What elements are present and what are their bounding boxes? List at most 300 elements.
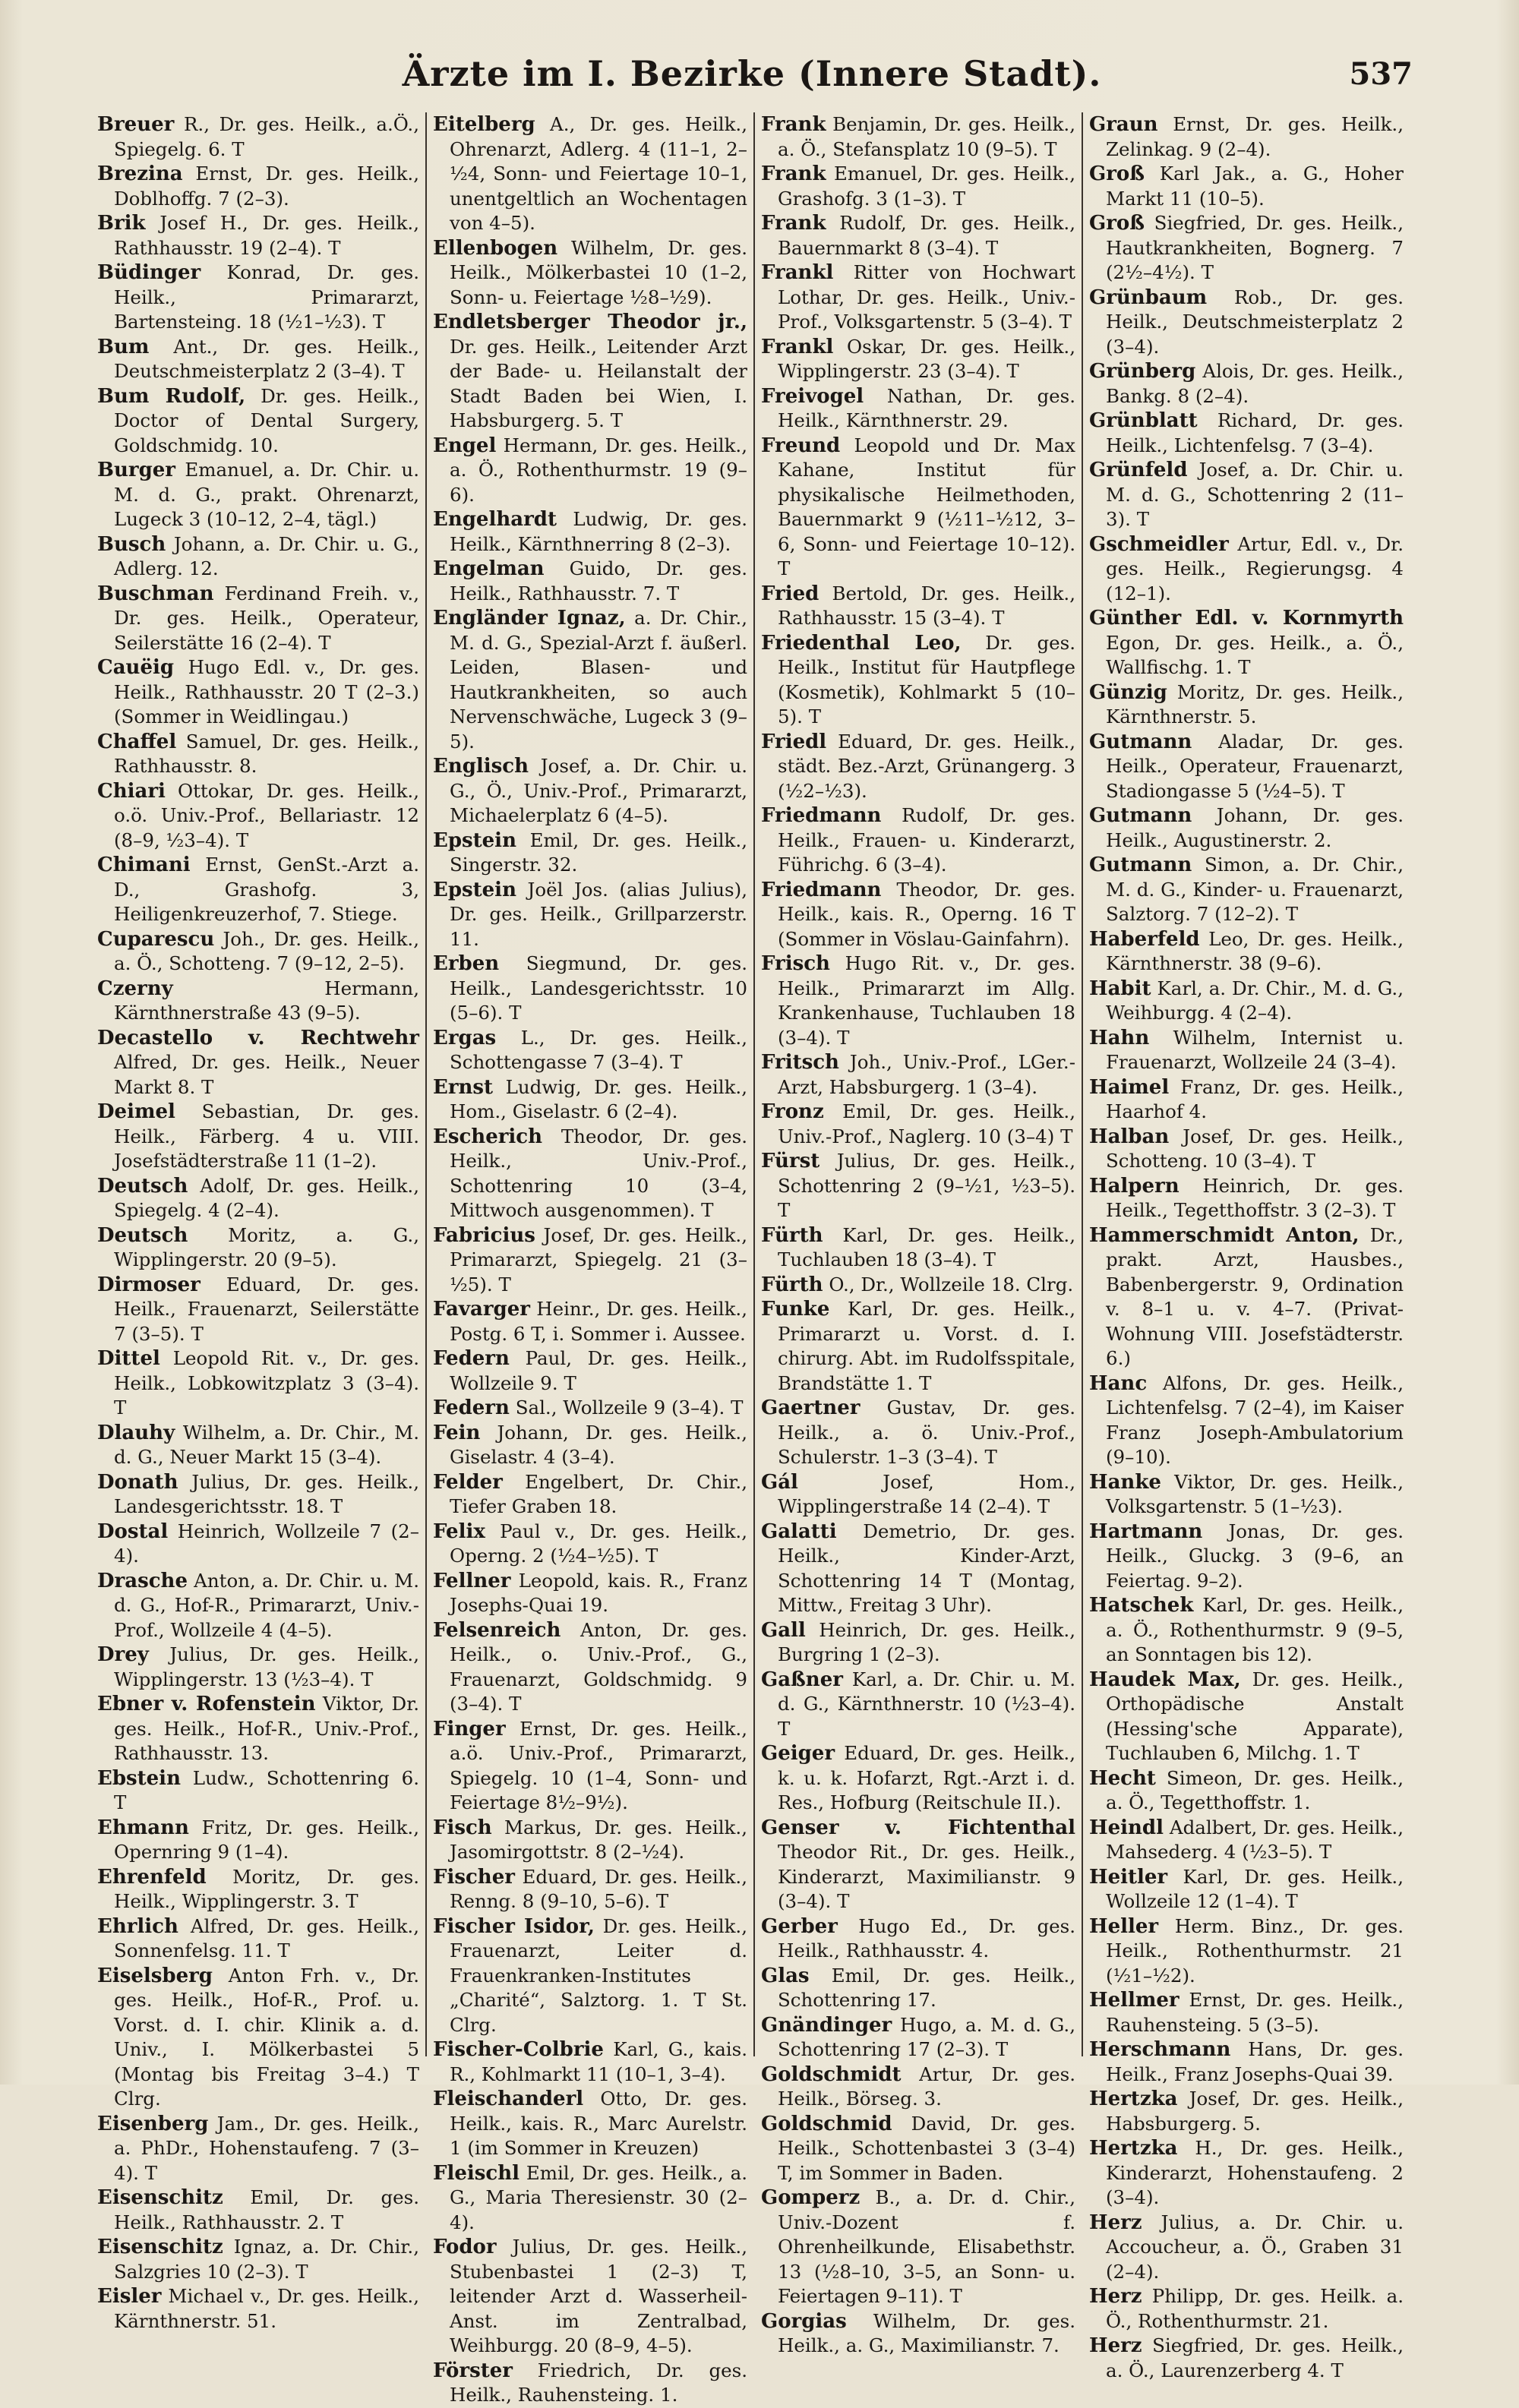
entry-details: Simeon, Dr. ges. Heilk., a. Ö., Tegetthoffstr. 1. <box>1106 1766 1404 1813</box>
entry-name: Hahn <box>1089 1026 1150 1049</box>
entry-details: Otto, Dr. ges. Heilk., kais. R., Marc Aurelstr. 1 (im Sommer in Kreuzen) <box>450 2088 747 2159</box>
columns-container <box>97 112 1410 2406</box>
entry-details: Julius, a. Dr. Chir. u. Accoucheur, a. Ö., Graben 31 (2–4). <box>1106 2211 1404 2283</box>
entry-details: Friedrich, Dr. ges. Heilk., Rauhensteing. 1. <box>450 2359 747 2406</box>
entry-details: Hans, Dr. ges. Heilk., Franz Josephs-Quai 39. <box>1106 2038 1404 2085</box>
entry-name: Haberfeld <box>1089 927 1200 951</box>
directory-entry <box>433 112 747 236</box>
entry-name: Freund <box>761 434 841 457</box>
directory-entry <box>761 1297 1075 1396</box>
directory-entry <box>1089 1026 1404 1075</box>
directory-entry <box>433 1520 747 1569</box>
directory-entry <box>761 1050 1075 1100</box>
entry-details: Philipp, Dr. ges. Heilk. a. Ö., Rothenthurmstr. 21. <box>1106 2285 1404 2332</box>
entry-name: Herz <box>1089 2334 1142 2357</box>
directory-entry <box>1089 606 1404 680</box>
entry-name: Halpern <box>1089 1174 1180 1198</box>
entry-details: Leo, Dr. ges. Heilk., Kärnthnerstr. 38 (9–6). <box>1106 927 1404 974</box>
entry-name: Gnändinger <box>761 2013 892 2037</box>
entry-details: Ferdinand Freih. v., Dr. ges. Heilk., Operateur, Seilerstätte 16 (2–4). T <box>114 582 419 654</box>
directory-entry <box>1089 1223 1404 1371</box>
directory-entry <box>433 606 747 754</box>
directory-entry <box>97 162 419 211</box>
entry-name: Deutsch <box>97 1223 188 1247</box>
entry-name: Federn <box>433 1347 510 1370</box>
entry-details: Johann, Dr. ges. Heilk., Augustinerstr. 2. <box>1106 804 1404 851</box>
entry-details: Wilhelm, Internist u. Frauenarzt, Wollzeile 24 (3–4). <box>1106 1026 1404 1073</box>
entry-details: Viktor, Dr. ges. Heilk., Volksgartenstr. 5 (1–½3). <box>1106 1470 1404 1517</box>
entry-details: Anton, Dr. ges. Heilk., o. Univ.-Prof., G., Frauenarzt, Goldschmidg. 9 (3–4). T <box>450 1618 747 1715</box>
entry-details: Rob., Dr. ges. Heilk., Deutschmeisterplatz 2 (3–4). <box>1106 286 1404 358</box>
directory-entry <box>97 1692 419 1766</box>
directory-entry <box>433 952 747 1026</box>
directory-entry <box>1089 2211 1404 2285</box>
entry-details: Ernst, Dr. ges. Heilk., a.ö. Univ.-Prof., Primararzt, Spiegelg. 10 (1–4, Sonn- und Feiertage 8½–9½). <box>450 1717 747 1813</box>
entry-name: Bum Rudolf, <box>97 384 246 408</box>
directory-entry <box>1089 1520 1404 1594</box>
entry-details: Ernst, Dr. ges. Heilk., Doblhoffg. 7 (2–3). <box>114 163 419 210</box>
entry-details: Emil, Dr. ges. Heilk., Singerstr. 32. <box>450 828 747 876</box>
entry-name: Drey <box>97 1643 149 1666</box>
entry-details: Heinr., Dr. ges. Heilk., Postg. 6 T, i. Sommer i. Aussee. <box>450 1298 747 1345</box>
entry-details: Ernst, GenSt.-Arzt a. D., Grashofg. 3, Heiligenkreuzerhof, 7. Stiege. <box>114 854 419 925</box>
entry-name: Fürst <box>761 1150 820 1172</box>
directory-entry <box>97 977 419 1026</box>
entry-details: Jam., Dr. ges. Heilk., a. PhDr., Hohenstaufeng. 7 (3–4). T <box>114 2112 419 2184</box>
directory-entry <box>97 1470 419 1520</box>
entry-details: Karl, G., kais. R., Kohlmarkt 11 (10–1, 3–4). <box>450 2038 747 2085</box>
entry-details: Ritter von Hochwart Lothar, Dr. ges. Heilk., Univ.-Prof., Volksgartenstr. 5 (3–4). T <box>778 261 1075 333</box>
entry-details: Hugo Rit. v., Dr. ges. Heilk., Primararzt im Allg. Krankenhause, Tuchlauben 18 (3–4). T <box>778 952 1075 1049</box>
entry-name: Herz <box>1089 2211 1142 2234</box>
entry-name: Gutmann <box>1089 730 1192 753</box>
directory-entry <box>761 1816 1075 1914</box>
directory-entry <box>1089 532 1404 607</box>
directory-entry <box>761 1668 1075 1742</box>
entry-details: Alois, Dr. ges. Heilk., Bankg. 8 (2–4). <box>1106 360 1404 407</box>
entry-details: Hugo, a. M. d. G., Schottenring 17 (2–3). T <box>778 2013 1076 2060</box>
entry-name: Breuer <box>97 113 175 136</box>
entry-name: Grünberg <box>1089 360 1196 383</box>
entry-name: Fodor <box>433 2236 497 2258</box>
entry-name: Hanke <box>1089 1470 1161 1494</box>
entry-name: Fritsch <box>761 1051 839 1074</box>
entry-name: Hellmer <box>1089 1989 1180 2012</box>
entry-details: Oskar, Dr. ges. Heilk., Wipplingerstr. 23 (3–4). T <box>778 335 1075 382</box>
directory-entry <box>761 631 1075 730</box>
directory-entry <box>1089 1593 1404 1668</box>
directory-entry <box>761 1741 1075 1816</box>
directory-entry <box>97 1914 419 1964</box>
entry-name: Herz <box>1089 2285 1142 2308</box>
directory-entry <box>1089 1371 1404 1470</box>
entry-details: Fritz, Dr. ges. Heilk., Opernring 9 (1–4). <box>114 1816 419 1863</box>
directory-entry <box>433 754 747 828</box>
entry-name: Frankl <box>761 335 834 358</box>
entry-name: Fischer Isidor, <box>433 1914 595 1938</box>
directory-entry <box>1089 927 1404 977</box>
directory-entry <box>433 1396 747 1421</box>
entry-details: Anton, a. Dr. Chir. u. M. d. G., Hof-R., Primararzt, Univ.-Prof., Wollzeile 4 (4–5). <box>114 1569 419 1641</box>
entry-details: Ottokar, Dr. ges. Heilk., o.ö. Univ.-Prof., Bellariastr. 12 (8–9, ½3–4). T <box>114 779 419 851</box>
entry-details: Ignaz, a. Dr. Chir., Salzgries 10 (2–3). T <box>114 2236 419 2283</box>
directory-entry <box>761 2186 1075 2309</box>
entry-details: Dr. ges. Heilk., Orthopädische Anstalt (Hessing'sche Apparate), Tuchlauben 6, Milchg. 1. T <box>1106 1668 1404 1764</box>
directory-entry <box>761 162 1075 211</box>
entry-name: Epstein <box>433 878 516 901</box>
directory-entry <box>1089 1816 1404 1865</box>
entry-details: Eduard, Dr. ges. Heilk., städt. Bez.-Arzt, Grünangerg. 3 (½2–½3). <box>778 730 1075 802</box>
entry-details: Wilhelm, Dr. ges. Heilk., a. G., Maximilianstr. 7. <box>778 2309 1075 2356</box>
directory-entry <box>1089 1470 1404 1520</box>
directory-entry <box>1089 2284 1404 2334</box>
directory-entry <box>761 1470 1075 1520</box>
entry-name: Buschman <box>97 582 214 605</box>
entry-name: Eisenschitz <box>97 2186 223 2209</box>
entry-details: Sal., Wollzeile 9 (3–4). T <box>515 1397 744 1419</box>
directory-entry <box>1089 2136 1404 2211</box>
entry-details: Hugo Edl. v., Dr. ges. Heilk., Rathhausstr. 20 T (2–3.) (Sommer in Weidlingau.) <box>114 656 419 727</box>
entry-details: Richard, Dr. ges. Heilk., Lichtenfelsg. 7 (3–4). <box>1106 409 1404 456</box>
entry-details: Josef H., Dr. ges. Heilk., Rathhausstr. 19 (2–4). T <box>114 212 419 259</box>
entry-name: Förster <box>433 2359 513 2382</box>
entry-name: Graun <box>1089 113 1158 136</box>
entry-details: Siegmund, Dr. ges. Heilk., Landesgerichtsstr. 10 (5–6). T <box>450 952 747 1024</box>
entry-name: Brezina <box>97 163 183 185</box>
entry-details: Karl, Dr. ges. Heilk., Wollzeile 12 (1–4). T <box>1106 1865 1404 1912</box>
entry-name: Grünbaum <box>1089 286 1208 309</box>
entry-name: Felix <box>433 1520 485 1543</box>
directory-entry <box>97 730 419 779</box>
entry-name: Finger <box>433 1717 506 1741</box>
directory-entry <box>97 1026 419 1100</box>
directory-entry <box>97 335 419 384</box>
entry-name: Fleischanderl <box>433 2088 584 2110</box>
entry-details: Alfred, Dr. ges. Heilk., Neuer Markt 8. T <box>114 1051 419 1098</box>
entry-name: Halban <box>1089 1125 1170 1148</box>
entry-details: L., Dr. ges. Heilk., Schottengasse 7 (3–4). T <box>450 1026 747 1073</box>
entry-name: Dittel <box>97 1347 160 1370</box>
directory-entry <box>97 112 419 162</box>
directory-entry <box>433 2087 747 2161</box>
entry-name: Eisler <box>97 2285 162 2308</box>
entry-name: Heller <box>1089 1914 1159 1938</box>
entry-name: Fürth <box>761 1273 823 1296</box>
entry-details: Eduard, Dr. ges. Heilk., Frauenarzt, Seilerstätte 7 (3–5). T <box>114 1273 419 1345</box>
entry-name: Donath <box>97 1470 178 1494</box>
entry-details: Josef, Dr. ges. Heilk., Habsburgerg. 5. <box>1106 2088 1404 2135</box>
directory-entry <box>433 1618 747 1717</box>
entry-details: Sebastian, Dr. ges. Heilk., Färberg. 4 u. VIII. Josefstädterstraße 11 (1–2). <box>114 1100 419 1172</box>
entry-details: Josef, a. Dr. Chir. u. M. d. G., Schottenring 2 (11–3). T <box>1106 459 1404 530</box>
directory-entry <box>97 260 419 335</box>
entry-name: Ernst <box>433 1075 494 1099</box>
entry-details: Wilhelm, a. Dr. Chir., M. d. G., Neuer Markt 15 (3–4). <box>114 1421 419 1468</box>
entry-details: Artur, Dr. ges. Heilk., Börseg. 3. <box>778 2062 1075 2110</box>
entry-name: Fischer-Colbrie <box>433 2038 604 2061</box>
directory-entry <box>433 1569 747 1618</box>
entry-name: Hammerschmidt Anton, <box>1089 1223 1360 1247</box>
directory-entry <box>1089 2334 1404 2383</box>
entry-name: Gaßner <box>761 1668 843 1691</box>
directory-entry <box>761 1149 1075 1223</box>
directory-entry <box>433 1816 747 1865</box>
directory-entry <box>433 1346 747 1396</box>
directory-entry <box>761 434 1075 582</box>
entry-details: Adalbert, Dr. ges. Heilk., Mahsederg. 4 (½3–5). T <box>1106 1816 1404 1863</box>
entry-details: Alfons, Dr. ges. Heilk., Lichtenfelsg. 7 (2–4), im Kaiser Franz Joseph-Ambulatorium (9–10). <box>1106 1371 1404 1468</box>
entry-name: Goldschmid <box>761 2112 892 2135</box>
entry-name: Ergas <box>433 1026 497 1049</box>
directory-entry <box>761 2013 1075 2062</box>
entry-name: Fabricius <box>433 1223 535 1247</box>
directory-entry <box>97 1865 419 1914</box>
entry-details: Egon, Dr. ges. Heilk., a. Ö., Wallfischg. 1. T <box>1106 631 1404 678</box>
directory-entry <box>433 1223 747 1298</box>
entry-name: Friedmann <box>761 804 882 827</box>
directory-entry <box>97 1100 419 1174</box>
directory-entry <box>433 2235 747 2359</box>
entry-details: Nathan, Dr. ges. Heilk., Kärnthnerstr. 29. <box>778 384 1075 431</box>
entry-name: Engelhardt <box>433 508 557 531</box>
entry-name: Fellner <box>433 1569 511 1592</box>
entry-details: Hugo Ed., Dr. ges. Heilk., Rathhausstr. 4. <box>778 1914 1075 1961</box>
entry-details: Paul v., Dr. ges. Heilk., Operng. 2 (½4–½5). T <box>450 1520 747 1567</box>
directory-entry <box>433 828 747 878</box>
entry-name: Endletsberger Theodor jr., <box>433 311 747 333</box>
entry-name: Friedmann <box>761 878 882 901</box>
directory-entry <box>1089 162 1404 211</box>
entry-name: Burger <box>97 459 175 481</box>
entry-details: Siegfried, Dr. ges. Heilk., a. Ö., Laurenzerberg 4. T <box>1106 2334 1404 2381</box>
entry-details: Hermann, Dr. ges. Heilk., a. Ö., Rothenthurmstr. 19 (9–6). <box>450 434 748 506</box>
entry-name: Frisch <box>761 952 830 975</box>
directory-entry <box>1089 211 1404 286</box>
directory-entry <box>761 730 1075 804</box>
directory-entry <box>1089 286 1404 360</box>
directory-entry <box>433 1914 747 2038</box>
directory-entry <box>761 1914 1075 1964</box>
entry-name: Galatti <box>761 1520 837 1543</box>
entry-details: Alfred, Dr. ges. Heilk., Sonnenfelsg. 11. T <box>114 1914 419 1961</box>
directory-entry <box>97 1569 419 1643</box>
directory-entry <box>97 532 419 582</box>
entry-name: Ehrenfeld <box>97 1865 207 1889</box>
directory-entry <box>1089 458 1404 532</box>
directory-entry <box>433 310 747 434</box>
entry-details: Guido, Dr. ges. Heilk., Rathhausstr. 7. T <box>450 557 747 604</box>
entry-details: David, Dr. ges. Heilk., Schottenbastei 3 (3–4) T, im Sommer in Baden. <box>778 2112 1076 2184</box>
entry-name: Hertzka <box>1089 2137 1178 2160</box>
entry-name: Heitler <box>1089 1865 1168 1889</box>
entry-details: Karl, a. Dr. Chir., M. d. G., Weihburgg. 4 (2–4). <box>1106 977 1404 1024</box>
directory-entry <box>1089 803 1404 853</box>
directory-entry <box>97 2112 419 2186</box>
directory-entry <box>1089 1668 1404 1766</box>
entry-details: Leopold und Dr. Max Kahane, Institut für physikalische Heilmethoden, Bauernmarkt 9 (½11–½12, 3–6, Sonn- und Feiertage 10–12). T <box>778 434 1075 579</box>
entry-name: Gutmann <box>1089 804 1192 827</box>
entry-name: Freivogel <box>761 384 864 408</box>
entry-name: Gorgias <box>761 2309 847 2333</box>
directory-entry <box>97 1766 419 1816</box>
entry-details: Dr., prakt. Arzt, Hausbes., Babenbergerstr. 9, Ordination v. 8–1 u. v. 4–7. (Privat-Wohnung VIII. Josefstädterstr. 6.) <box>1106 1223 1404 1369</box>
entry-name: Fleischl <box>433 2161 520 2185</box>
entry-details: Wilhelm, Dr. ges. Heilk., Mölkerbastei 10 (1–2, Sonn- u. Feiertage ½8–½9). <box>450 236 747 308</box>
entry-name: Haimel <box>1089 1075 1170 1099</box>
directory-entry <box>97 582 419 656</box>
entry-name: Gaertner <box>761 1397 861 1419</box>
entry-details: Emil, Dr. ges. Heilk., Rathhausstr. 2. T <box>114 2186 419 2233</box>
directory-entry <box>1089 2037 1404 2087</box>
entry-name: Fried <box>761 582 820 605</box>
entry-details: O., Dr., Wollzeile 18. Clrg. <box>829 1273 1074 1296</box>
directory-entry <box>97 1520 419 1569</box>
directory-entry <box>433 1717 747 1816</box>
entry-name: Federn <box>433 1397 510 1419</box>
directory-entry <box>761 1396 1075 1470</box>
entry-details: Anton Frh. v., Dr. ges. Heilk., Hof-R., Prof. u. Vorst. d. I. chir. Klinik a. d. Univ., I. Mölkerbastei 5 (Montag bis Freitag 3–4.) T Clrg. <box>114 1964 419 2110</box>
column-1 <box>97 112 425 2332</box>
entry-name: Frank <box>761 113 826 136</box>
entry-details: Rudolf, Dr. ges. Heilk., Bauernmarkt 8 (3–4). T <box>778 212 1075 259</box>
directory-entry <box>433 1075 747 1125</box>
entry-details: Heinrich, Dr. ges. Heilk., Burgring 1 (2–3). <box>778 1618 1075 1665</box>
entry-details: Josef, a. Dr. Chir. u. G., Ö., Univ.-Prof., Primararzt, Michaelerplatz 6 (4–5). <box>450 755 748 826</box>
entry-details: Theodor, Dr. ges. Heilk., Univ.-Prof., Schottenring 10 (3–4, Mittwoch ausgenommen). T <box>450 1125 747 1221</box>
entry-details: Julius, Dr. ges. Heilk., Wipplingerstr. 13 (½3–4). T <box>114 1643 419 1690</box>
entry-name: Felder <box>433 1470 503 1494</box>
entry-name: Ellenbogen <box>433 236 558 260</box>
page-title: Ärzte im I. Bezirke (Innere Stadt). <box>402 53 1102 94</box>
directory-entry <box>433 1125 747 1223</box>
entry-name: Eisenberg <box>97 2112 209 2135</box>
column-3 <box>753 112 1082 2356</box>
entry-name: Heindl <box>1089 1816 1164 1839</box>
entry-details: Simon, a. Dr. Chir., M. d. G., Kinder- u. Frauenarzt, Salztorg. 7 (12–2). T <box>1106 854 1404 925</box>
entry-name: Dlauhy <box>97 1421 175 1444</box>
entry-details: Karl, a. Dr. Chir. u. M. d. G., Kärnthnerstr. 10 (½3–4). T <box>778 1668 1075 1740</box>
entry-details: Johann, a. Dr. Chir. u. G., Adlerg. 12. <box>114 532 419 579</box>
entry-name: Dostal <box>97 1520 169 1543</box>
directory-entry <box>97 2235 419 2284</box>
entry-name: Ebstein <box>97 1766 181 1790</box>
entry-name: Epstein <box>433 828 516 852</box>
entry-details: Emil, Dr. ges. Heilk., Univ.-Prof., Naglerg. 10 (3–4) T <box>778 1100 1075 1147</box>
page-header <box>91 53 1413 106</box>
entry-name: Bum <box>97 335 150 358</box>
entry-details: Dr. ges. Heilk., Institut für Hautpflege (Kosmetik), Kohlmarkt 5 (10–5). T <box>778 631 1075 727</box>
entry-name: Eitelberg <box>433 113 535 136</box>
entry-name: Gomperz <box>761 2186 861 2209</box>
entry-name: Büdinger <box>97 261 201 284</box>
directory-entry <box>1089 409 1404 458</box>
entry-details: Dr. ges. Heilk., Doctor of Dental Surgery, Goldschmidg. 10. <box>114 384 419 456</box>
entry-details: Benjamin, Dr. ges. Heilk., a. Ö., Stefansplatz 10 (9–5). T <box>778 113 1076 160</box>
entry-details: Herm. Binz., Dr. ges. Heilk., Rothenthurmstr. 21 (½1–½2). <box>1106 1914 1404 1987</box>
entry-name: Erben <box>433 952 500 975</box>
entry-details: Gustav, Dr. ges. Heilk., a. ö. Univ.-Prof., Schulerstr. 1–3 (3–4). T <box>778 1397 1075 1468</box>
entry-name: Busch <box>97 532 166 556</box>
entry-details: H., Dr. ges. Heilk., Kinderarzt, Hohenstaufeng. 2 (3–4). <box>1106 2137 1404 2208</box>
directory-entry <box>761 260 1075 335</box>
directory-entry <box>97 211 419 260</box>
entry-name: Gerber <box>761 1914 838 1938</box>
entry-name: Frank <box>761 163 826 185</box>
entry-details: Paul, Dr. ges. Heilk., Wollzeile 9. T <box>450 1347 747 1394</box>
entry-details: Julius, Dr. ges. Heilk., Landesgerichtsstr. 18. T <box>114 1470 419 1517</box>
directory-entry <box>433 878 747 952</box>
entry-details: Julius, Dr. ges. Heilk., Schottenring 2 (9–½1, ½3–5). T <box>778 1150 1075 1221</box>
entry-name: Funke <box>761 1298 830 1321</box>
entry-name: Gutmann <box>1089 854 1192 876</box>
entry-details: Ant., Dr. ges. Heilk., Deutschmeisterplatz 2 (3–4). T <box>114 335 419 382</box>
entry-name: Eisenschitz <box>97 2236 223 2258</box>
entry-details: Markus, Dr. ges. Heilk., Jasomirgottstr. 8 (2–½4). <box>450 1816 747 1863</box>
directory-entry <box>97 384 419 459</box>
entry-details: Ludw., Schottenring 6. T <box>114 1766 419 1813</box>
entry-name: Hanc <box>1089 1371 1148 1395</box>
entry-details: Julius, Dr. ges. Heilk., Stubenbastei 1 (2–3) T, leitender Arzt d. Wasserheil-Anst. im Zentralbad, Weihburgg. 20 (8–9, 4–5). <box>450 2236 747 2356</box>
entry-details: Josef, Dr. ges. Heilk., Primararzt, Spiegelg. 21 (3–½5). T <box>450 1223 747 1296</box>
entry-details: Ernst, Dr. ges. Heilk., Zelinkag. 9 (2–4). <box>1106 113 1404 160</box>
entry-name: Drasche <box>97 1569 188 1592</box>
directory-entry <box>97 779 419 854</box>
entry-name: Fischer <box>433 1865 515 1889</box>
directory-entry <box>761 1618 1075 1668</box>
directory-entry <box>761 1273 1075 1298</box>
entry-name: Eiselsberg <box>97 1964 213 1987</box>
directory-entry <box>97 1964 419 2112</box>
entry-details: Siegfried, Dr. ges. Heilk., Hautkrankheiten, Bognerg. 7 (2½–4½). T <box>1106 212 1404 283</box>
entry-name: Friedenthal Leo, <box>761 631 962 655</box>
entry-details: Emanuel, Dr. ges. Heilk., Grashofg. 3 (1–3). T <box>778 163 1075 210</box>
directory-entry <box>761 1520 1075 1618</box>
directory-entry <box>433 1421 747 1470</box>
entry-name: Felsenreich <box>433 1618 561 1642</box>
entry-details: Demetrio, Dr. ges. Heilk., Kinder-Arzt, Schottenring 14 T (Montag, Mittw., Freitag 3 Uhr). <box>778 1520 1075 1616</box>
directory-entry <box>761 2062 1075 2112</box>
entry-name: Groß <box>1089 212 1145 235</box>
entry-name: Genser v. Fichtenthal <box>761 1816 1075 1839</box>
entry-details: Karl, Dr. ges. Heilk., a. Ö., Rothenthurmstr. 9 (9–5, an Sonntagen bis 12). <box>1106 1594 1404 1665</box>
entry-name: Glas <box>761 1964 810 1987</box>
entry-name: Czerny <box>97 977 173 1000</box>
entry-details: Karl, Dr. ges. Heilk., Tuchlauben 18 (3–4). T <box>778 1223 1076 1270</box>
entry-details: Artur, Edl. v., Dr. ges. Heilk., Regierungsg. 4 (12–1). <box>1106 532 1404 604</box>
directory-entry <box>1089 1174 1404 1223</box>
entry-details: Emanuel, a. Dr. Chir. u. M. d. G., prakt. Ohrenarzt, Lugeck 3 (10–12, 2–4, tägl.) <box>114 459 419 530</box>
entry-name: Hecht <box>1089 1766 1156 1790</box>
directory-entry <box>97 2186 419 2235</box>
entry-name: Chimani <box>97 854 191 876</box>
entry-details: Konrad, Dr. ges. Heilk., Primararzt, Bartensteing. 18 (½1–½3). T <box>114 261 419 333</box>
entry-details: Heinrich, Wollzeile 7 (2–4). <box>114 1520 419 1567</box>
column-4 <box>1082 112 1410 2381</box>
entry-name: Günzig <box>1089 680 1167 704</box>
directory-entry <box>761 2112 1075 2186</box>
entry-details: Moritz, Dr. ges. Heilk., Kärnthnerstr. 5. <box>1106 680 1404 727</box>
directory-entry <box>433 2161 747 2236</box>
entry-name: Fürth <box>761 1223 823 1247</box>
entry-details: Dr. ges. Heilk., Frauenarzt, Leiter d. Frauenkranken-Institutes „Charité“, Salztorg. 1. T St. Clrg. <box>450 1914 748 2036</box>
entry-name: Gschmeidler <box>1089 532 1229 556</box>
entry-details: B., a. Dr. d. Chir., Univ.-Dozent f. Ohrenheilkunde, Elisabethstr. 13 (½8–10, 3–5, an Sonn- u. Feiertagen 9–11). T <box>778 2186 1075 2307</box>
directory-entry <box>433 2037 747 2087</box>
entry-name: Ebner v. Rofenstein <box>97 1693 316 1715</box>
entry-name: Brik <box>97 212 146 235</box>
entry-name: Grünfeld <box>1089 459 1188 481</box>
directory-entry <box>1089 1075 1404 1125</box>
